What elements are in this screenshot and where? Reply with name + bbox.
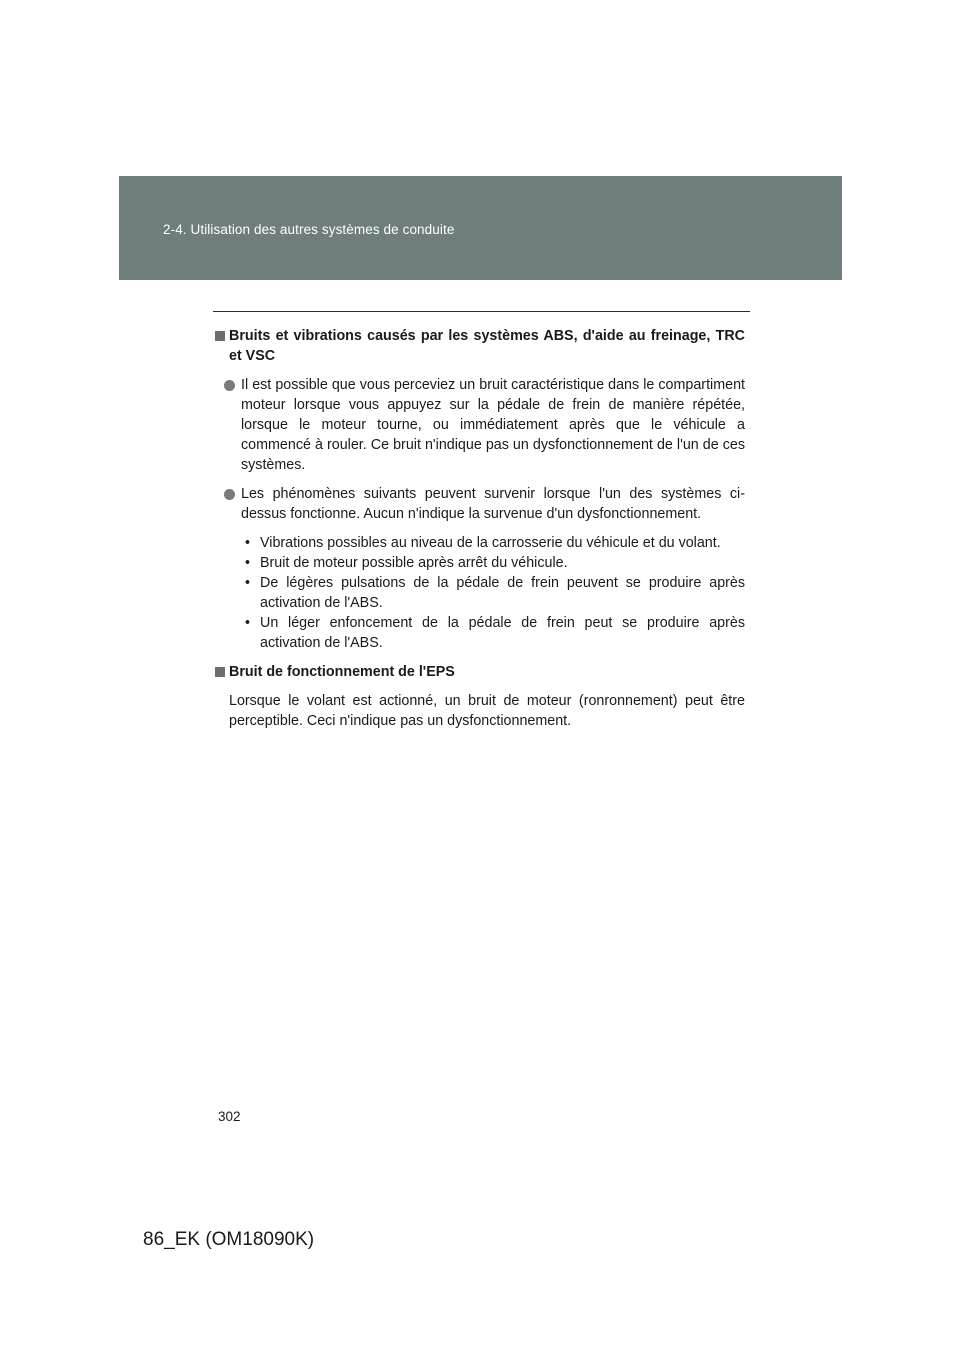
section-title: 2-4. Utilisation des autres systèmes de conduite [163, 222, 455, 237]
sub-bullet-icon: • [245, 555, 251, 571]
document-code: 86_EK (OM18090K) [143, 1229, 315, 1250]
section-divider [213, 311, 750, 312]
list-item-text: Bruit de moteur possible après arrêt du véhicule. [260, 555, 568, 571]
sub-bullet-icon: • [245, 535, 251, 551]
list-item-text: De légères pulsations de la pédale de frein peuvent se produire après activation de l'ABS. [260, 575, 745, 611]
section-heading-eps-text: Bruit de fonctionnement de l'EPS [229, 664, 455, 680]
sub-bullet-icon: • [245, 575, 251, 591]
phenomena-list [215, 533, 745, 653]
page-number: 302 [218, 1109, 241, 1124]
bullet-paragraph-1 [215, 375, 745, 475]
chapter-header-band [119, 176, 842, 280]
circle-bullet-icon [224, 380, 235, 391]
section-heading-abs [215, 326, 745, 366]
eps-paragraph: Lorsque le volant est actionné, un bruit de moteur (ronronnement) peut être perceptible. Ceci n'indique pas un dysfonctionnement. [229, 693, 745, 729]
list-item [215, 573, 745, 613]
circle-bullet-icon [224, 489, 235, 500]
square-bullet-icon [215, 667, 225, 677]
list-item [215, 613, 745, 653]
list-item [215, 553, 745, 573]
list-item-text: Vibrations possibles au niveau de la carrosserie du véhicule et du volant. [260, 535, 721, 551]
section-heading-abs-text: Bruits et vibrations causés par les systèmes ABS, d'aide au freinage, TRC et VSC [229, 328, 745, 364]
list-item-text: Un léger enfoncement de la pédale de frein peut se produire après activation de l'ABS. [260, 615, 745, 651]
bullet-paragraph-1-text: Il est possible que vous perceviez un bruit caractéristique dans le compartiment moteur lorsque vous appuyez sur la pédale de frein de manière répétée, lorsque le moteur tourne, ou immédiatement après que le véhicule a commencé à rouler. Ce bruit n'indique pas un dysfonctionnement de l'un de ces systèmes. [241, 377, 745, 473]
sub-bullet-icon: • [245, 615, 251, 631]
square-bullet-icon [215, 331, 225, 341]
page-content [215, 326, 745, 731]
bullet-paragraph-2 [215, 484, 745, 524]
section-heading-eps [215, 662, 745, 682]
bullet-paragraph-2-text: Les phénomènes suivants peuvent survenir lorsque l'un des systèmes ci-dessus fonctionne. Aucun n'indique la survenue d'un dysfonctionnement. [241, 486, 745, 522]
list-item [215, 533, 745, 553]
